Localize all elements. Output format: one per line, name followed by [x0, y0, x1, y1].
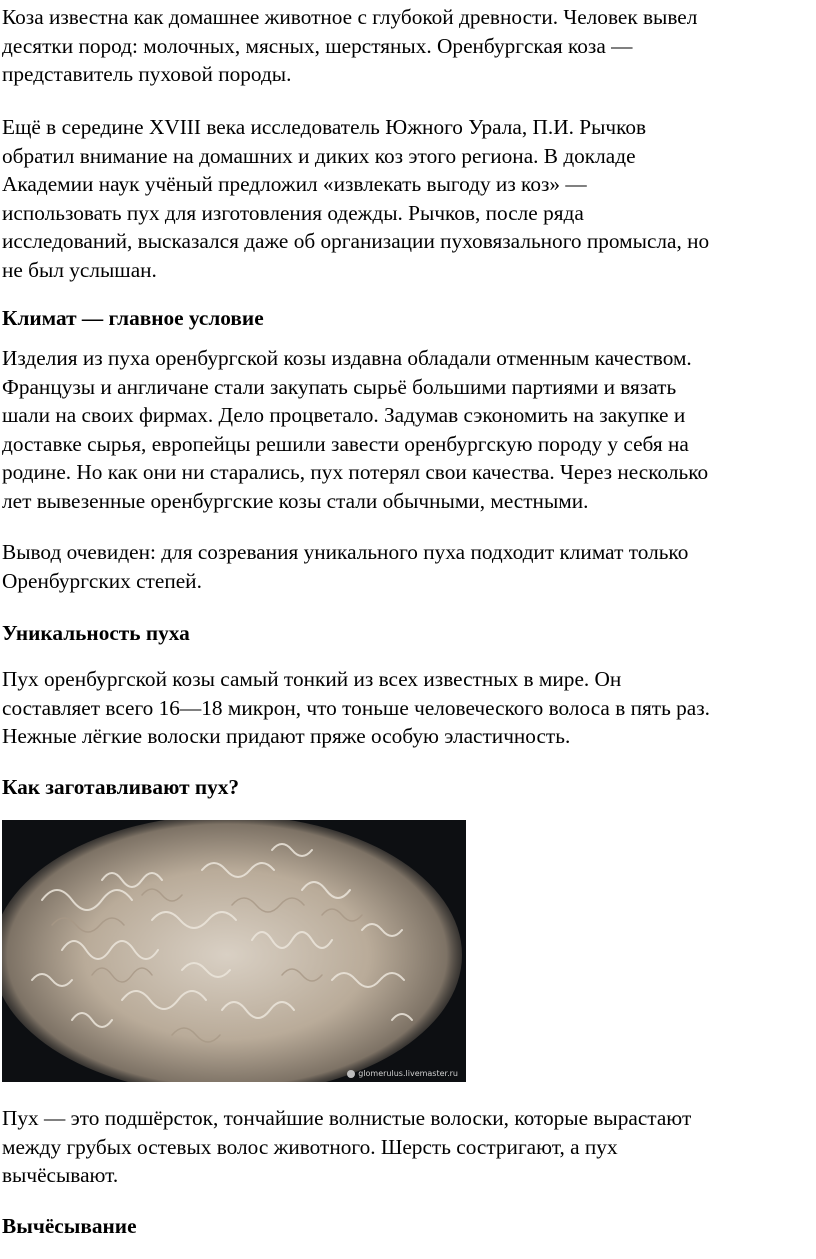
text-line: родине. Но как они ни старались, пух потерял свои качества. Через несколько	[2, 460, 709, 485]
goat-down-photo	[2, 820, 466, 1082]
text-line: Пух оренбургской козы самый тонкий из всех известных в мире. Он	[2, 667, 622, 691]
paragraph-down-definition	[2, 1104, 816, 1190]
watermark-logo-icon	[347, 1070, 355, 1078]
text-line: Академии наук учёный предложил «извлекать выгоду из коз» —	[2, 172, 587, 197]
text-line: Французы и англичане стали закупать сырьё большими партиями и вязать	[2, 374, 677, 399]
text-line: доставке сырья, европейцы решили завести оренбургскую породу у себя на	[2, 431, 689, 456]
heading-climate: Климат — главное условие	[2, 306, 264, 330]
paragraph-intro	[2, 3, 816, 89]
text-line: представитель пуховой породы.	[2, 62, 292, 87]
text-line: лет вывезенные оренбургские козы стали обычными, местными.	[2, 488, 589, 513]
text-line: Коза известна как домашнее животное с глубокой древности. Человек вывел	[2, 5, 698, 29]
text-line: Вывод очевиден: для созревания уникального пуха подходит климат только	[2, 540, 689, 564]
photo-watermark	[347, 1069, 458, 1078]
text-line: между грубых остевых волос животного. Шерсть состригают, а пух	[2, 1134, 618, 1159]
text-line: десятки пород: молочных, мясных, шерстяных. Оренбургская коза —	[2, 33, 633, 58]
paragraph-rychkov	[2, 113, 816, 285]
heading-uniqueness: Уникальность пуха	[2, 621, 190, 645]
text-line: не был услышан.	[2, 257, 157, 282]
text-line: Ещё в середине XVIII века исследователь Южного Урала, П.И. Рычков	[2, 115, 647, 139]
goat-down-illustration	[2, 820, 466, 1082]
watermark-text: glomerulus.livemaster.ru	[358, 1069, 458, 1078]
text-line: вычёсывают.	[2, 1163, 119, 1188]
text-line: исследований, высказался даже об организации пуховязального промысла, но	[2, 229, 710, 254]
paragraph-conclusion	[2, 538, 816, 595]
text-line: шали на своих фирмах. Дело процветало. Задумав сэкономить на закупке и	[2, 403, 686, 428]
paragraph-uniqueness	[2, 665, 816, 751]
text-line: Изделия из пуха оренбургской козы издавна обладали отменным качеством.	[2, 346, 692, 370]
heading-harvesting: Как заготавливают пух?	[2, 775, 240, 799]
text-line: составляет всего 16—18 микрон, что тоньше человеческого волоса в пять раз.	[2, 695, 710, 720]
text-line: Пух — это подшёрсток, тончайшие волнистые волоски, которые вырастают	[2, 1106, 692, 1130]
text-line: Оренбургских степей.	[2, 568, 202, 593]
text-line: использовать пух для изготовления одежды. Рычков, после ряда	[2, 200, 584, 225]
text-line: Нежные лёгкие волоски придают пряже особую эластичность.	[2, 724, 571, 749]
text-line: обратил внимание на домашних и диких коз этого региона. В докладе	[2, 143, 636, 168]
paragraph-climate	[2, 344, 816, 516]
heading-combing: Вычёсывание	[2, 1214, 137, 1238]
